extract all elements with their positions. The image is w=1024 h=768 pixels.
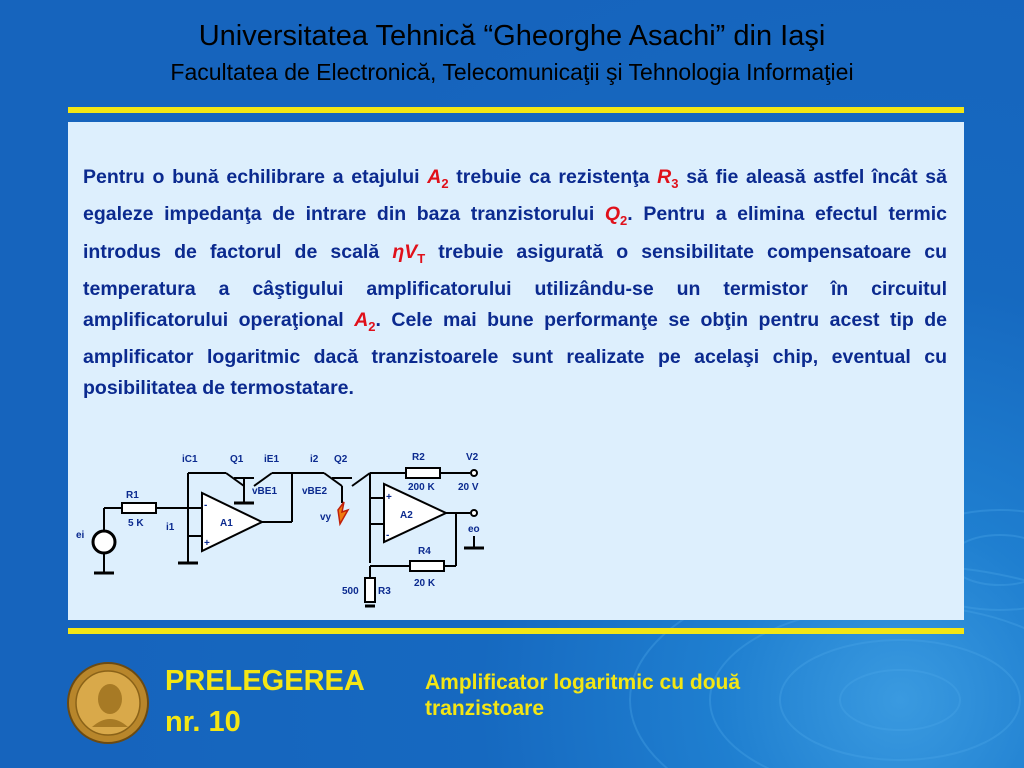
label-q1: Q1 [230, 454, 244, 465]
label-i1: i1 [166, 522, 175, 533]
label-r1-value: 5 K [128, 518, 144, 529]
lecture-label: PRELEGEREA [165, 665, 365, 697]
university-medal-icon [66, 661, 150, 745]
var-eta-vt [392, 240, 426, 266]
label-vy: vy [320, 512, 332, 523]
label-r4-value: 20 K [414, 578, 436, 589]
var-sub: T [417, 250, 426, 266]
var-q2 [604, 203, 628, 229]
text-run: trebuie ca rezistenţa [448, 166, 658, 188]
label-vbe1: vBE1 [252, 486, 278, 497]
label-a2-plus: + [386, 492, 392, 503]
label-ei: ei [76, 530, 85, 541]
top-divider [68, 107, 964, 113]
label-v2-value: 20 V [458, 482, 479, 493]
content-panel [68, 122, 964, 620]
var-sub: 3 [671, 175, 679, 191]
var-letter: A [427, 166, 442, 188]
label-a2: A2 [400, 510, 413, 521]
label-v2: V2 [466, 452, 479, 463]
text-run: . Pentru a elimina efectul termic introdus de factorul de scală [83, 203, 947, 263]
label-r3-value: 500 [342, 586, 359, 597]
label-a1: A1 [220, 518, 233, 529]
label-q2: Q2 [334, 454, 348, 465]
label-r2-value: 200 K [408, 482, 435, 493]
label-a1-plus: + [204, 538, 210, 549]
label-r2: R2 [412, 452, 425, 463]
var-letter: Q [604, 203, 621, 226]
label-eo: eo [468, 524, 480, 535]
body-paragraph [83, 162, 947, 403]
text-run: Pentru o bună echilibrare a etajului [83, 166, 428, 188]
label-i2: i2 [310, 454, 319, 465]
lecture-number: nr. 10 [165, 706, 241, 738]
label-a1-minus: - [204, 500, 208, 511]
var-sub: 2 [620, 213, 628, 229]
faculty-title: Facultatea de Electronică, Telecomunicaţii şi Tehnologia Informaţiei [170, 59, 854, 85]
var-sub: 2 [441, 175, 449, 191]
var-letter: R [657, 166, 672, 188]
label-ic1: iC1 [182, 454, 198, 465]
label-vbe2: vBE2 [302, 486, 328, 497]
var-letter: ηV [392, 240, 418, 263]
label-r4: R4 [418, 546, 431, 557]
text-run: trebuie asigurată o sensibilitate compensatoare cu temperatura a câştigului amplificatorului utilizându-se un termistor în circuitul amplificatorului operaţional [83, 240, 948, 331]
var-letter: A [354, 308, 369, 331]
text-run: . Cele mai bune performanţe se obţin pentru acest tip de amplificator logaritmic dacă tranzistoarele sunt realizate pe acelaşi chip, eventual cu posibilitatea de termostatare. [83, 308, 948, 399]
var-a2 [427, 166, 449, 191]
circuit-diagram [76, 448, 496, 608]
var-r3 [657, 166, 679, 191]
label-ie1: iE1 [264, 454, 280, 465]
label-r1: R1 [126, 490, 139, 501]
university-title: Universitatea Tehnică “Gheorghe Asachi” din Iaşi [198, 20, 826, 52]
label-a2-minus: - [386, 530, 390, 541]
lecture-topic: Amplificator logaritmic cu două tranzistoare [425, 671, 741, 720]
var-a2-second [354, 308, 376, 334]
text-run: să fie aleasă astfel încât să egaleze impedanţa de intrare din baza tranzistorului [83, 166, 947, 226]
bottom-divider [68, 628, 964, 634]
var-sub: 2 [368, 318, 376, 334]
label-r3: R3 [378, 586, 391, 597]
